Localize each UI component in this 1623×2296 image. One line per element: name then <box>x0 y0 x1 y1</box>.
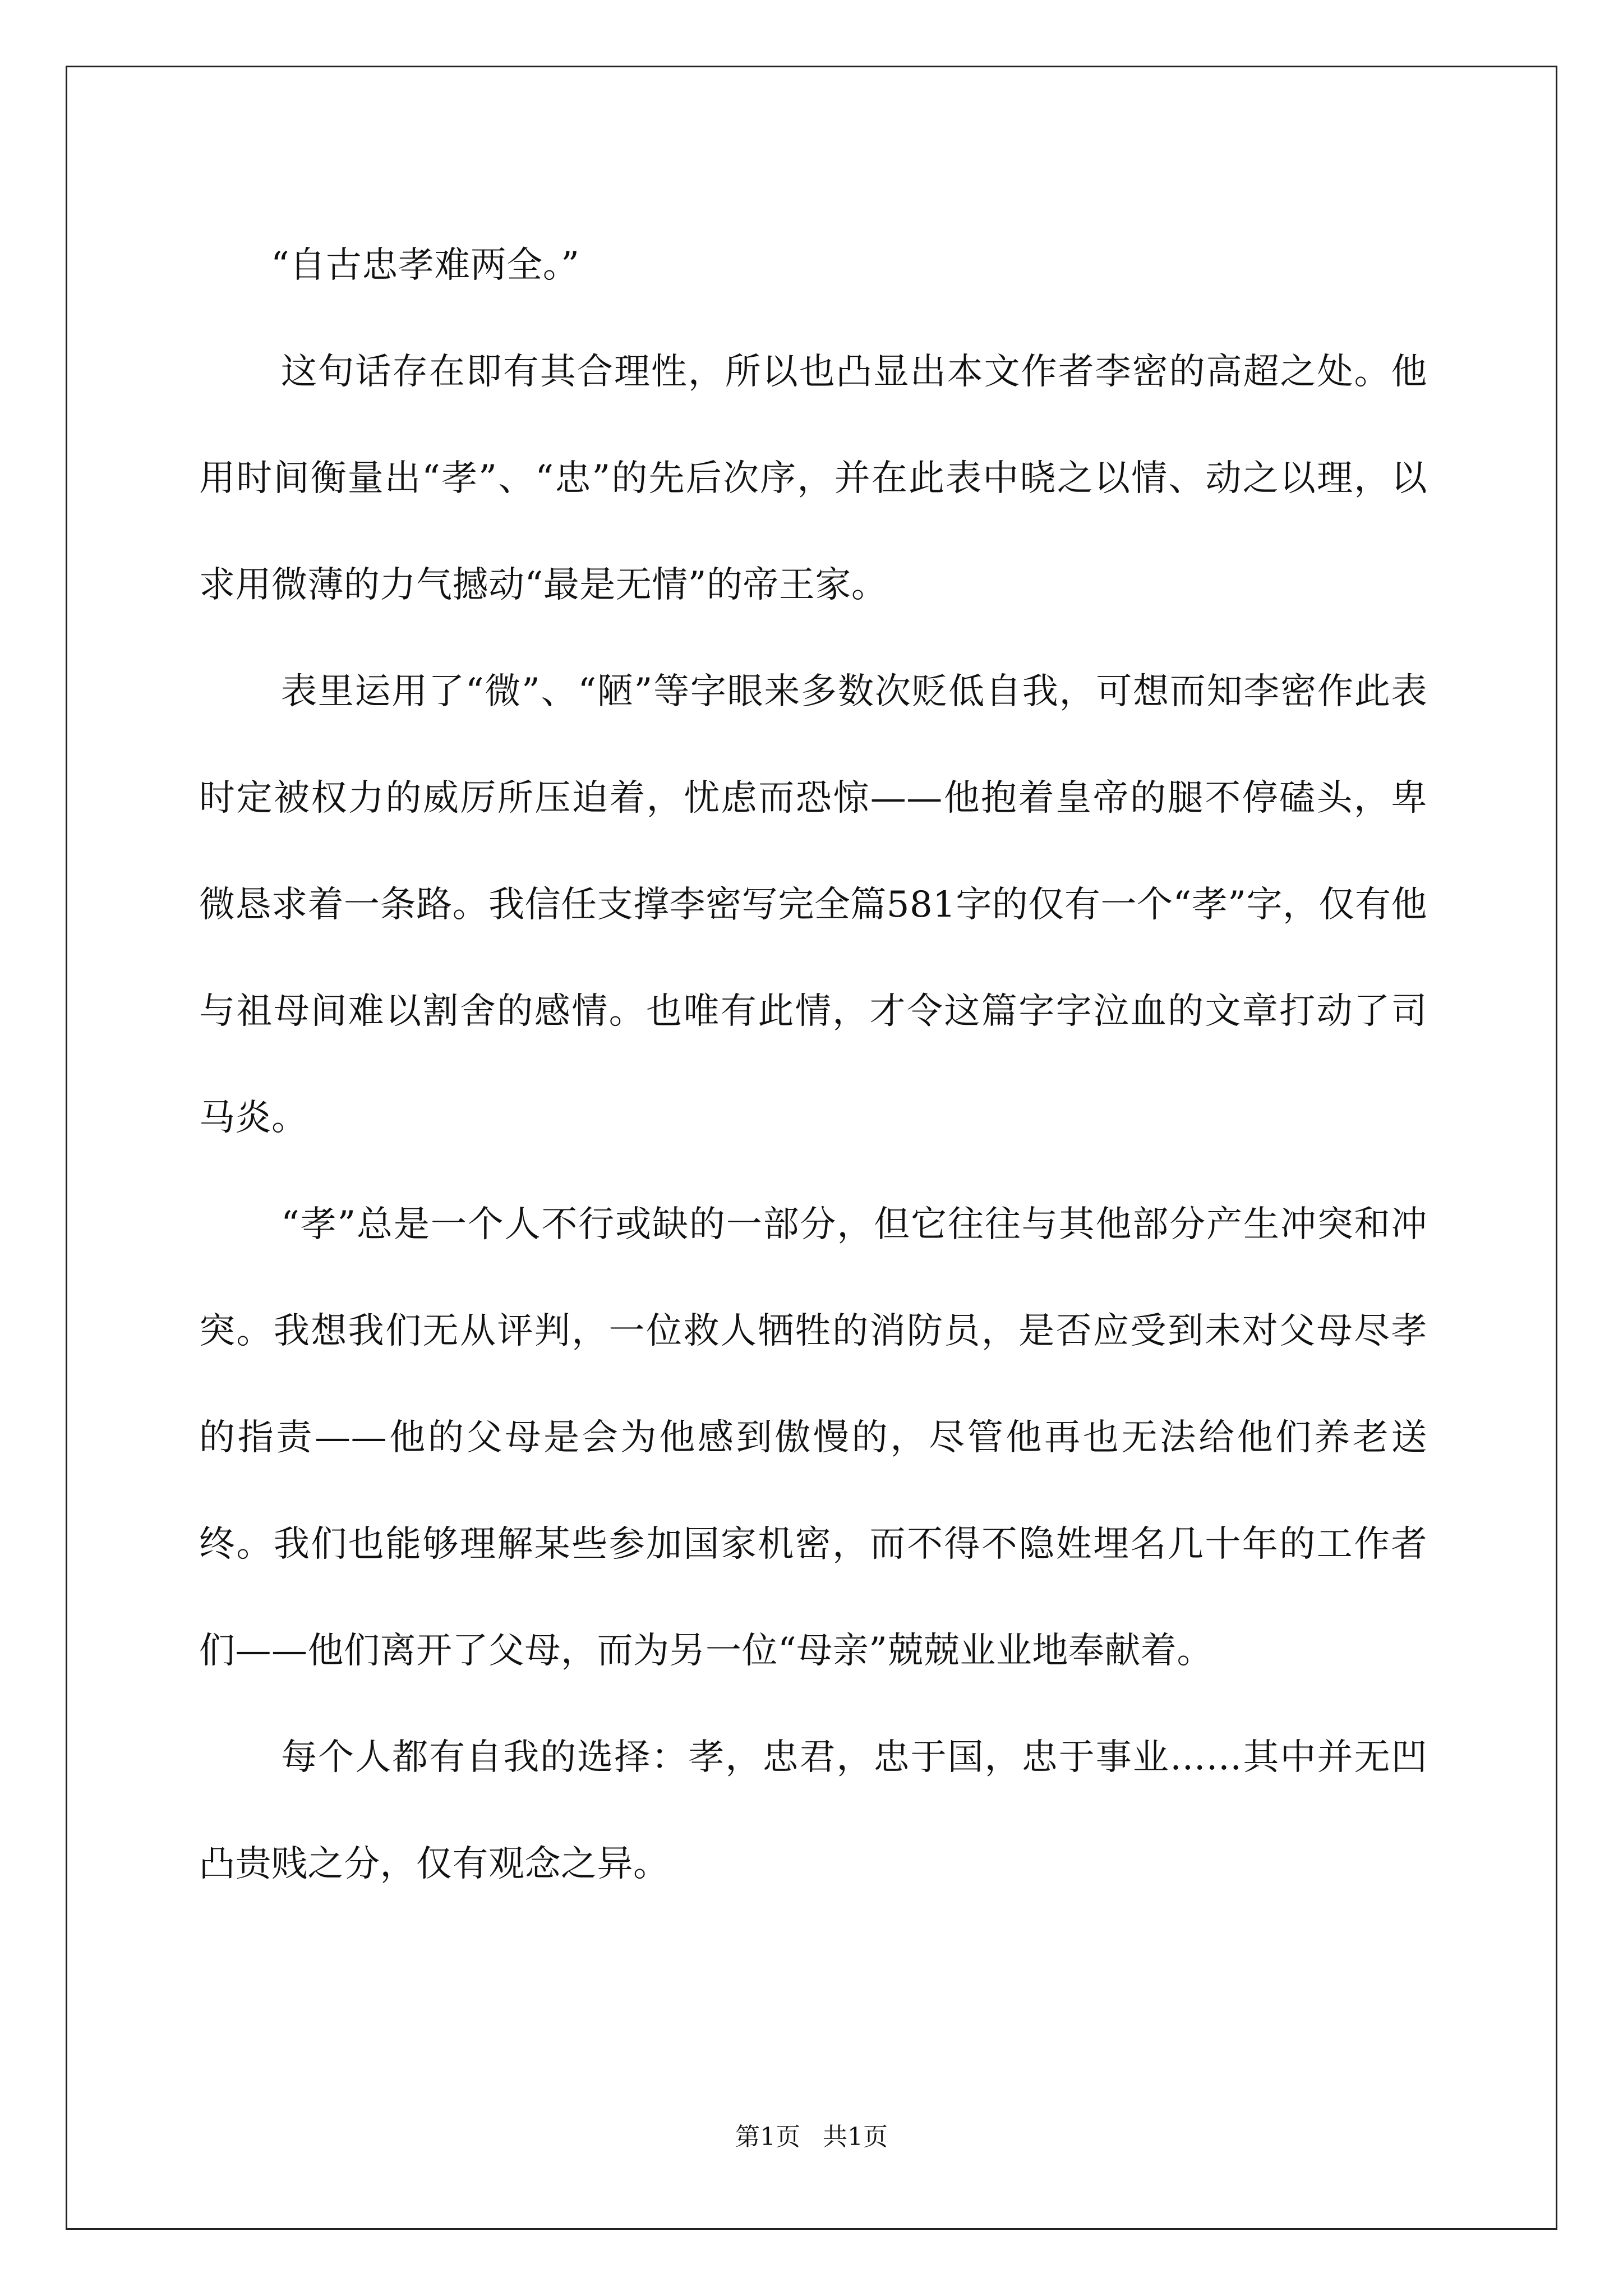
page-number-total: 共1页 <box>823 2123 888 2151</box>
paragraph-1: “自古忠孝难两全。” <box>271 245 580 286</box>
paragraph-2: 这句话存在即有其合理性，所以也凸显出本文作者李密的高超之处。他用时间衡量出“孝”、“忠”的先后次序，并在此表中晓之以情、动之以理，以求用微薄的力气撼动“最是无情”的帝王家。 <box>199 351 1427 606</box>
page-number-current: 第1页 <box>735 2123 800 2151</box>
paragraph-3: 表里运用了“微”、“陋”等字眼来多数次贬低自我，可想而知李密作此表时定被权力的威厉所压迫着，忧虑而恐惊——他抱着皇帝的腿不停磕头，卑微恳求着一条路。我信任支撑李密写完全篇581字的仅有一个“孝”字，仅有他与祖母间难以割舍的感情。也唯有此情，才令这篇字字泣血的文章打动了司马炎。 <box>199 671 1427 1139</box>
page-footer <box>0 2120 1623 2154</box>
document-body <box>199 212 1427 1917</box>
paragraph-4: “孝”总是一个人不行或缺的一部分，但它往往与其他部分产生冲突和冲突。我想我们无从评判，一位救人牺牲的消防员，是否应受到未对父母尽孝的指责——他的父母是会为他感到傲慢的，尽管他再也无法给他们养老送终。我们也能够理解某些参加国家机密，而不得不隐姓埋名几十年的工作者们——他们离开了父母，而为另一位“母亲”兢兢业业地奉献着。 <box>199 1204 1427 1672</box>
paragraph-5: 每个人都有自我的选择：孝，忠君，忠于国，忠于事业……其中并无凹凸贵贱之分，仅有观念之异。 <box>199 1737 1427 1885</box>
